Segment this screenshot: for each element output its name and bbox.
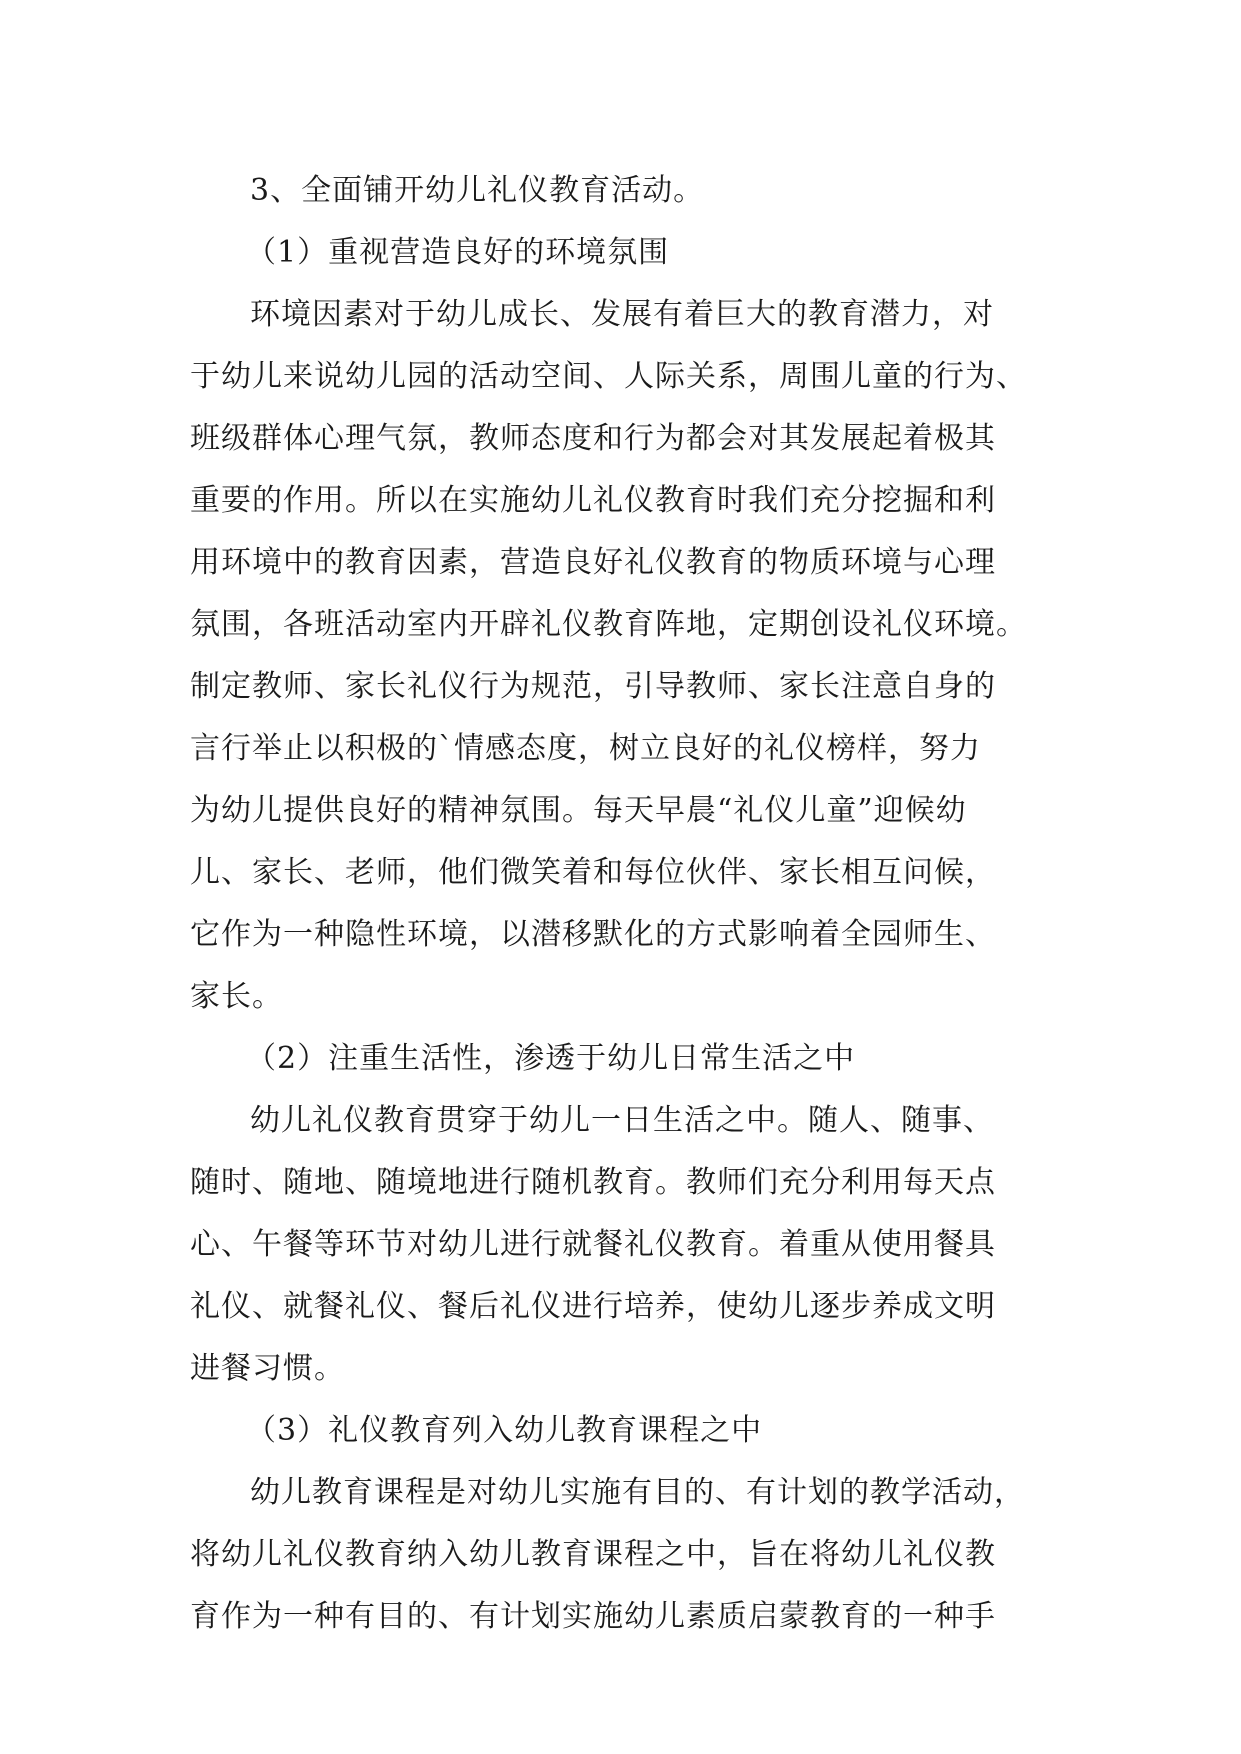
text-line: 重要的作用。所以在实施幼儿礼仪教育时我们充分挖掘和利: [190, 483, 996, 518]
text-line: 进餐习惯。: [190, 1351, 345, 1386]
document-body: [190, 160, 1050, 1648]
text-line: 幼儿礼仪教育贯穿于幼儿一日生活之中。随人、随事、: [250, 1103, 994, 1138]
text-line: 它作为一种隐性环境，以潜移默化的方式影响着全园师生、: [190, 917, 996, 952]
text-line: 儿、家长、老师，他们微笑着和每位伙伴、家长相互问候，: [190, 855, 996, 890]
text-line: 为幼儿提供良好的精神氛围。每天早晨“礼仪儿童”迎候幼: [190, 793, 967, 828]
text-line: 氛围，各班活动室内开辟礼仪教育阵地，定期创设礼仪环境。: [190, 607, 1027, 642]
text-line: 随时、随地、随境地进行随机教育。教师们充分利用每天点: [190, 1165, 996, 1200]
text-line: 3、全面铺开幼儿礼仪教育活动。: [250, 173, 705, 208]
text-line: 用环境中的教育因素，营造良好礼仪教育的物质环境与心理: [190, 545, 996, 580]
text-line: 将幼儿礼仪教育纳入幼儿教育课程之中，旨在将幼儿礼仪教: [190, 1537, 996, 1572]
text-line: 环境因素对于幼儿成长、发展有着巨大的教育潜力，对: [250, 297, 994, 332]
text-line: 育作为一种有目的、有计划实施幼儿素质启蒙教育的一种手: [190, 1599, 996, 1634]
text-line: 家长。: [190, 979, 283, 1014]
text-line: 于幼儿来说幼儿园的活动空间、人际关系，周围儿童的行为、: [190, 359, 1027, 394]
text-line: 班级群体心理气氛，教师态度和行为都会对其发展起着极其: [190, 421, 996, 456]
text-line: 言行举止以积极的`情感态度，树立良好的礼仪榜样，努力: [190, 731, 981, 766]
text-line: 心、午餐等环节对幼儿进行就餐礼仪教育。着重从使用餐具: [190, 1227, 996, 1262]
text-line: （1）重视营造良好的环境氛围: [246, 235, 670, 270]
text-line: （2）注重生活性，渗透于幼儿日常生活之中: [246, 1041, 856, 1076]
text-line: 制定教师、家长礼仪行为规范，引导教师、家长注意自身的: [190, 669, 996, 704]
text-line: （3）礼仪教育列入幼儿教育课程之中: [246, 1413, 763, 1448]
text-line: 礼仪、就餐礼仪、餐后礼仪进行培养，使幼儿逐步养成文明: [190, 1289, 996, 1324]
text-line: 幼儿教育课程是对幼儿实施有目的、有计划的教学活动，: [250, 1475, 1025, 1510]
